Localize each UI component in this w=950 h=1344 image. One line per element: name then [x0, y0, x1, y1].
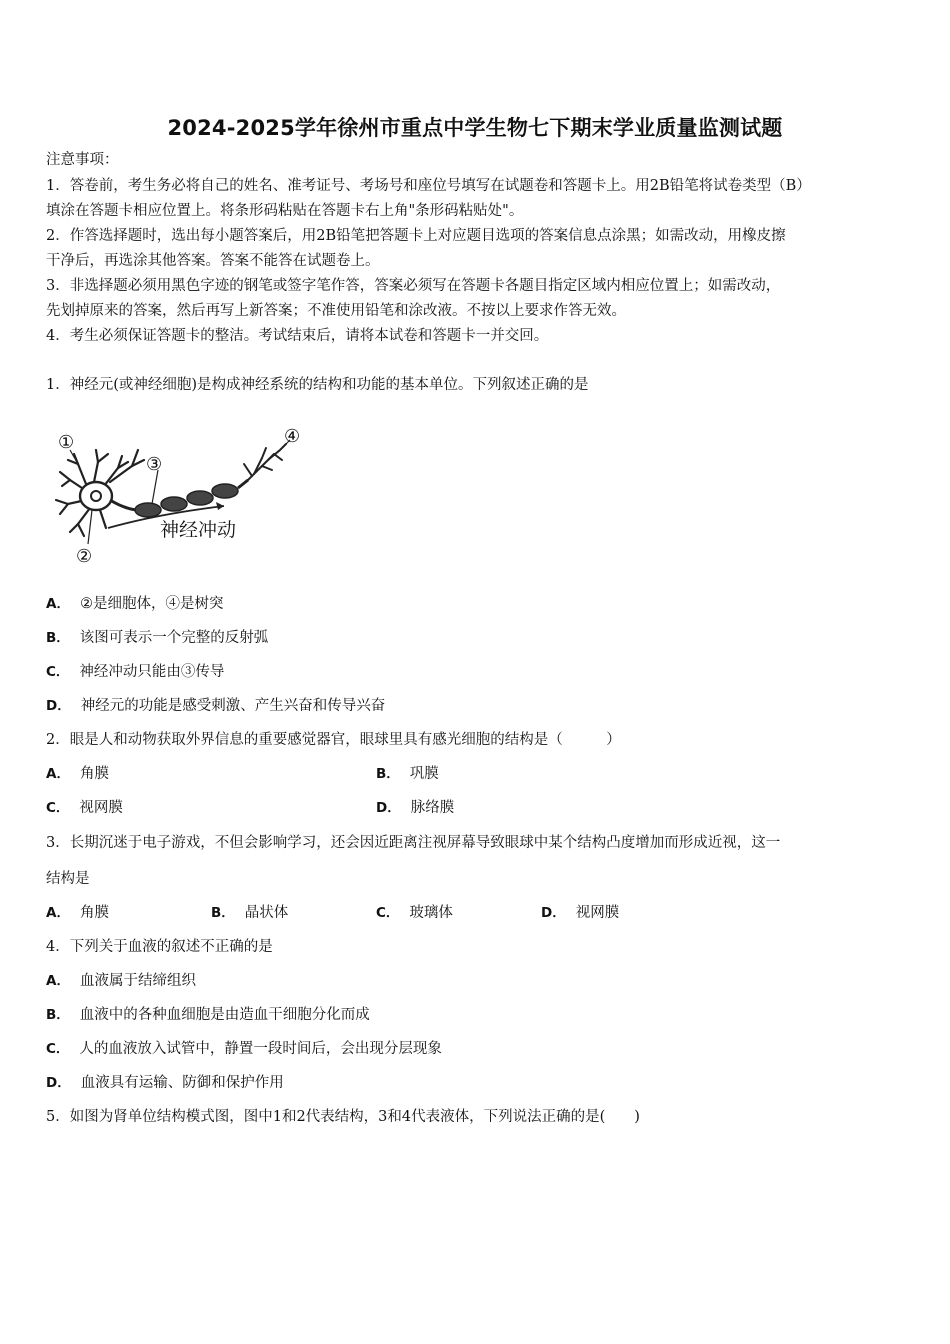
option-label: C．: [46, 1041, 70, 1057]
q1-option-a: [46, 594, 223, 614]
option-label: A．: [46, 596, 70, 612]
question-5-stem: 5．如图为肾单位结构模式图，图中1和2代表结构，3和4代表液体，下列说法正确的是( ): [46, 1109, 640, 1125]
option-label: A．: [46, 905, 70, 921]
option-text: 脉络膜: [410, 800, 455, 816]
option-label: C．: [376, 905, 400, 921]
option-label: D．: [46, 1075, 71, 1091]
option-text: 玻璃体: [409, 905, 453, 921]
figure-label-4: ④: [284, 426, 301, 447]
option-text: 血液中的各种血细胞是由造血干细胞分化而成: [79, 1007, 370, 1023]
question-2-stem: 2．眼是人和动物获取外界信息的重要感觉器官，眼球里具有感光细胞的结构是（ ）: [46, 732, 621, 748]
figure-label-3: ③: [146, 454, 163, 475]
question-4-stem: 4．下列关于血液的叙述不正确的是: [46, 939, 273, 955]
option-label: C．: [46, 664, 70, 680]
question-3-stem-line2: 结构是: [46, 871, 90, 887]
option-text: 血液属于结缔组织: [79, 973, 196, 989]
q2-option-b: [376, 764, 439, 784]
option-label: D．: [541, 905, 566, 921]
notice-line: 填涂在答题卡相应位置上。将条形码粘贴在答题卡右上角"条形码粘贴处"。: [46, 203, 524, 219]
option-text: 视网膜: [79, 800, 123, 816]
figure-label-2: ②: [76, 546, 93, 567]
option-text: 晶状体: [244, 905, 289, 921]
notice-line: 先划掉原来的答案，然后再写上新答案；不准使用铅笔和涂改液。不按以上要求作答无效。: [46, 303, 626, 319]
page-title: 2024-2025学年徐州市重点中学生物七下期末学业质量监测试题: [167, 116, 783, 140]
option-label: A．: [46, 973, 70, 989]
q4-option-b: [46, 1005, 370, 1025]
q3-option-c: [376, 903, 453, 923]
q3-option-a: [46, 903, 109, 923]
option-label: D．: [46, 698, 71, 714]
notice-line: 干净后，再选涂其他答案。答案不能答在试题卷上。: [46, 253, 380, 269]
notice-line: 3．非选择题必须用黑色字迹的钢笔或签字笔作答，答案必须写在答题卡各题目指定区域内相应位置上；如需改动，: [46, 278, 781, 294]
option-label: B．: [376, 766, 400, 782]
q2-option-d: [376, 798, 454, 818]
q4-option-d: [46, 1073, 284, 1093]
notice-line: 4．考生必须保证答题卡的整洁。考试结束后，请将本试卷和答题卡一并交回。: [46, 328, 549, 344]
option-text: 巩膜: [409, 766, 439, 782]
option-text: 该图可表示一个完整的反射弧: [79, 630, 269, 646]
q1-option-d: [46, 696, 385, 716]
option-text: 神经元的功能是感受刺激、产生兴奋和传导兴奋: [80, 698, 386, 714]
option-label: B．: [46, 630, 70, 646]
option-label: B．: [46, 1007, 70, 1023]
q4-option-c: [46, 1039, 442, 1059]
question-1-stem: 1．神经元(或神经细胞)是构成神经系统的结构和功能的基本单位。下列叙述正确的是: [46, 377, 589, 393]
q3-option-d: [541, 903, 619, 923]
option-text: 视网膜: [575, 905, 620, 921]
q2-option-c: [46, 798, 123, 818]
figure-label-1: ①: [58, 432, 75, 453]
notice-heading: 注意事项：: [46, 152, 119, 168]
option-label: D．: [376, 800, 401, 816]
option-text: ②是细胞体，④是树突: [79, 596, 224, 612]
question-3-stem-line1: 3．长期沉迷于电子游戏，不但会影响学习，还会因近距离注视屏幕导致眼球中某个结构凸度增加而形成近视，这一: [46, 835, 781, 851]
option-text: 人的血液放入试管中，静置一段时间后，会出现分层现象: [79, 1041, 442, 1057]
option-text: 角膜: [79, 905, 109, 921]
neuron-figure: [48, 420, 318, 575]
option-text: 血液具有运输、防御和保护作用: [80, 1075, 284, 1091]
option-label: A．: [46, 766, 70, 782]
notice-line: 2．作答选择题时，选出每小题答案后，用2B铅笔把答题卡上对应题目选项的答案信息点涂黑；如需改动，用橡皮擦: [46, 228, 786, 244]
option-label: C．: [46, 800, 70, 816]
option-label: B．: [211, 905, 235, 921]
q3-option-b: [211, 903, 288, 923]
q1-option-c: [46, 662, 224, 682]
q4-option-a: [46, 971, 196, 991]
q2-option-a: [46, 764, 109, 784]
figure-caption: 神经冲动: [160, 519, 237, 541]
notice-line: 1．答卷前，考生务必将自己的姓名、准考证号、考场号和座位号填写在试题卷和答题卡上。用2B铅笔将试卷类型（B）: [46, 178, 811, 194]
option-text: 角膜: [79, 766, 109, 782]
option-text: 神经冲动只能由③传导: [79, 664, 225, 680]
q1-option-b: [46, 628, 268, 648]
